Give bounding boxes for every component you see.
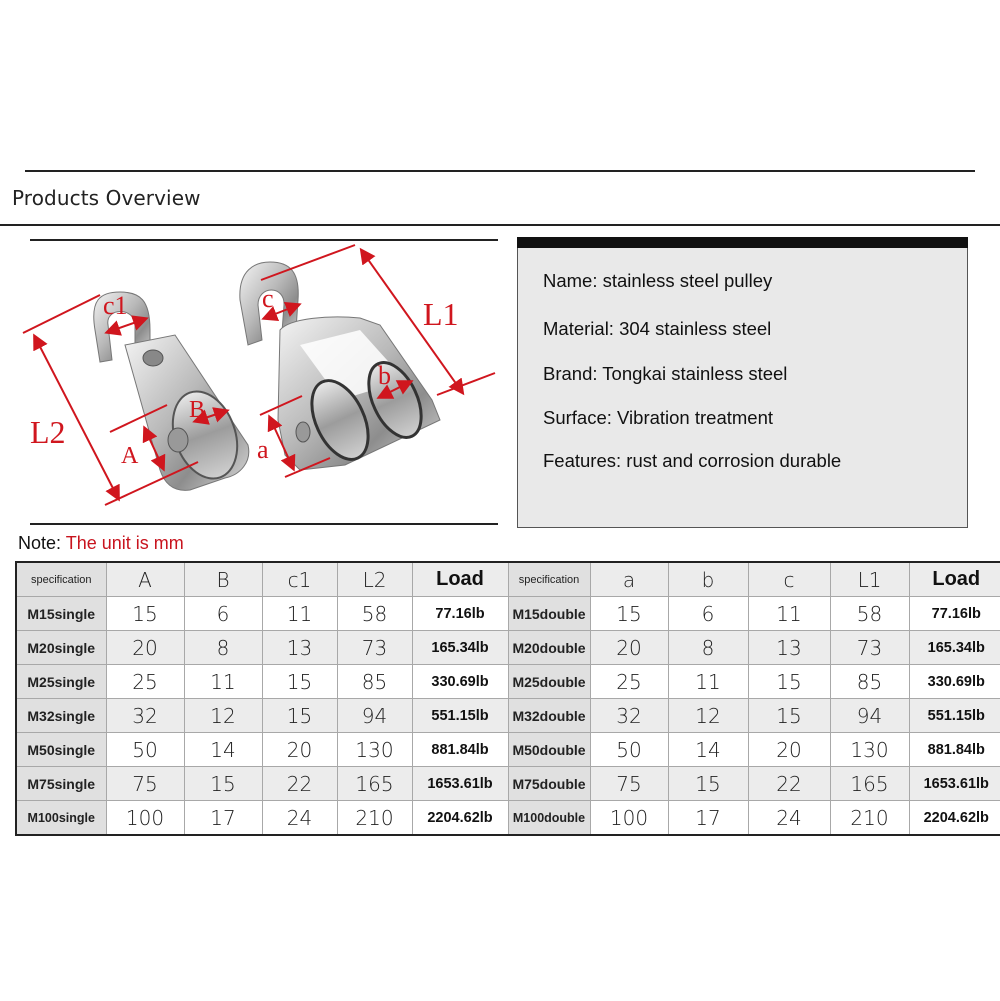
table-cell: 50 bbox=[106, 733, 184, 767]
info-box-header-bar bbox=[517, 237, 968, 248]
label-a: a bbox=[257, 435, 269, 464]
table-cell: 50 bbox=[590, 733, 668, 767]
info-features: Features: rust and corrosion durable bbox=[543, 450, 842, 471]
table-cell: 73 bbox=[337, 631, 412, 665]
table-cell: 165.34lb bbox=[909, 631, 1000, 665]
table-cell: 100 bbox=[106, 801, 184, 836]
table-cell: 75 bbox=[590, 767, 668, 801]
table-row bbox=[16, 665, 1000, 699]
header-cell: B bbox=[184, 562, 262, 597]
table-cell: 58 bbox=[337, 597, 412, 631]
table-row bbox=[16, 801, 1000, 836]
table-cell: 6 bbox=[668, 597, 748, 631]
table-cell: 551.15lb bbox=[412, 699, 508, 733]
table-cell: M100double bbox=[508, 801, 590, 836]
table-cell: 20 bbox=[590, 631, 668, 665]
table-cell: 94 bbox=[830, 699, 909, 733]
table-cell: 210 bbox=[337, 801, 412, 836]
info-brand: Brand: Tongkai stainless steel bbox=[543, 363, 788, 384]
table-cell: M32single bbox=[16, 699, 106, 733]
table-cell: M75double bbox=[508, 767, 590, 801]
title-divider bbox=[0, 224, 1000, 226]
header-cell: c bbox=[748, 562, 830, 597]
note-label: Note: bbox=[18, 533, 62, 553]
table-cell: 17 bbox=[668, 801, 748, 836]
table-cell: 32 bbox=[590, 699, 668, 733]
table-cell: M25single bbox=[16, 665, 106, 699]
table-cell: 24 bbox=[748, 801, 830, 836]
pulley-illustration bbox=[0, 236, 505, 531]
header-cell: Load bbox=[909, 562, 1000, 597]
table-cell: 22 bbox=[748, 767, 830, 801]
table-cell: M50double bbox=[508, 733, 590, 767]
diagram-bottom-rule bbox=[30, 523, 498, 525]
table-cell: M15single bbox=[16, 597, 106, 631]
header-cell: b bbox=[668, 562, 748, 597]
table-cell: 14 bbox=[184, 733, 262, 767]
label-L1: L1 bbox=[423, 296, 459, 332]
table-row bbox=[16, 733, 1000, 767]
table-cell: 165 bbox=[337, 767, 412, 801]
table-cell: 165.34lb bbox=[412, 631, 508, 665]
table-cell: M75single bbox=[16, 767, 106, 801]
table-cell: 210 bbox=[830, 801, 909, 836]
table-cell: 13 bbox=[748, 631, 830, 665]
table-cell: 165 bbox=[830, 767, 909, 801]
label-c: c bbox=[262, 284, 274, 313]
table-cell: 15 bbox=[748, 665, 830, 699]
table-header-row bbox=[16, 562, 1000, 597]
table-cell: 15 bbox=[668, 767, 748, 801]
label-A: A bbox=[121, 443, 139, 469]
table-cell: M20single bbox=[16, 631, 106, 665]
specification-table bbox=[15, 561, 1000, 836]
table-cell: 8 bbox=[184, 631, 262, 665]
table-cell: 15 bbox=[748, 699, 830, 733]
table-cell: 130 bbox=[830, 733, 909, 767]
table-cell: 1653.61lb bbox=[909, 767, 1000, 801]
table-row bbox=[16, 699, 1000, 733]
header-cell: Load bbox=[412, 562, 508, 597]
label-b: b bbox=[378, 361, 391, 390]
table-cell: 94 bbox=[337, 699, 412, 733]
table-cell: 2204.62lb bbox=[412, 801, 508, 836]
table-cell: 11 bbox=[748, 597, 830, 631]
table-row bbox=[16, 767, 1000, 801]
table-cell: 25 bbox=[106, 665, 184, 699]
table-cell: 58 bbox=[830, 597, 909, 631]
single-pulley bbox=[94, 292, 249, 490]
table-cell: 22 bbox=[262, 767, 337, 801]
table-cell: 15 bbox=[184, 767, 262, 801]
label-B: B bbox=[189, 397, 206, 423]
table-cell: 15 bbox=[262, 665, 337, 699]
table-cell: 130 bbox=[337, 733, 412, 767]
table-cell: 25 bbox=[590, 665, 668, 699]
note-text: The unit is mm bbox=[65, 533, 184, 553]
table-cell: 330.69lb bbox=[412, 665, 508, 699]
top-divider bbox=[25, 170, 975, 172]
page-title: Products Overview bbox=[12, 186, 201, 210]
table-cell: 77.16lb bbox=[909, 597, 1000, 631]
header-cell: L2 bbox=[337, 562, 412, 597]
header-cell: a bbox=[590, 562, 668, 597]
table-cell: M32double bbox=[508, 699, 590, 733]
table-cell: 14 bbox=[668, 733, 748, 767]
table-cell: M50single bbox=[16, 733, 106, 767]
table-cell: 20 bbox=[262, 733, 337, 767]
table-cell: 12 bbox=[668, 699, 748, 733]
info-name: Name: stainless steel pulley bbox=[543, 270, 773, 291]
table-cell: 13 bbox=[262, 631, 337, 665]
table-cell: 11 bbox=[184, 665, 262, 699]
header-cell: c1 bbox=[262, 562, 337, 597]
diagram-top-rule bbox=[30, 239, 498, 241]
table-cell: 85 bbox=[830, 665, 909, 699]
table-row bbox=[16, 631, 1000, 665]
table-cell: 15 bbox=[106, 597, 184, 631]
table-cell: M15double bbox=[508, 597, 590, 631]
table-cell: 20 bbox=[748, 733, 830, 767]
table-cell: 85 bbox=[337, 665, 412, 699]
table-cell: M25double bbox=[508, 665, 590, 699]
table-cell: M100single bbox=[16, 801, 106, 836]
pulley-diagram bbox=[0, 236, 505, 531]
table-cell: 2204.62lb bbox=[909, 801, 1000, 836]
table-cell: 11 bbox=[668, 665, 748, 699]
info-surface: Surface: Vibration treatment bbox=[543, 407, 774, 428]
header-cell: A bbox=[106, 562, 184, 597]
table-cell: 24 bbox=[262, 801, 337, 836]
table-cell: 12 bbox=[184, 699, 262, 733]
table-cell: 32 bbox=[106, 699, 184, 733]
unit-note bbox=[18, 533, 184, 554]
info-material: Material: 304 stainless steel bbox=[543, 318, 772, 339]
table-cell: 6 bbox=[184, 597, 262, 631]
table-cell: 551.15lb bbox=[909, 699, 1000, 733]
product-info-box bbox=[517, 237, 968, 528]
table-cell: 100 bbox=[590, 801, 668, 836]
table-cell: M20double bbox=[508, 631, 590, 665]
table-cell: 1653.61lb bbox=[412, 767, 508, 801]
header-cell: L1 bbox=[830, 562, 909, 597]
table-cell: 73 bbox=[830, 631, 909, 665]
table-cell: 77.16lb bbox=[412, 597, 508, 631]
table-cell: 20 bbox=[106, 631, 184, 665]
table-cell: 881.84lb bbox=[909, 733, 1000, 767]
table-cell: 15 bbox=[262, 699, 337, 733]
table-row bbox=[16, 597, 1000, 631]
label-L2: L2 bbox=[30, 414, 66, 450]
table-cell: 8 bbox=[668, 631, 748, 665]
table-cell: 881.84lb bbox=[412, 733, 508, 767]
table-cell: 11 bbox=[262, 597, 337, 631]
table-cell: 17 bbox=[184, 801, 262, 836]
table-cell: 330.69lb bbox=[909, 665, 1000, 699]
label-c1: c1 bbox=[103, 291, 128, 320]
table-cell: 75 bbox=[106, 767, 184, 801]
header-cell: specification bbox=[508, 562, 590, 597]
table-cell: 15 bbox=[590, 597, 668, 631]
header-cell: specification bbox=[16, 562, 106, 597]
